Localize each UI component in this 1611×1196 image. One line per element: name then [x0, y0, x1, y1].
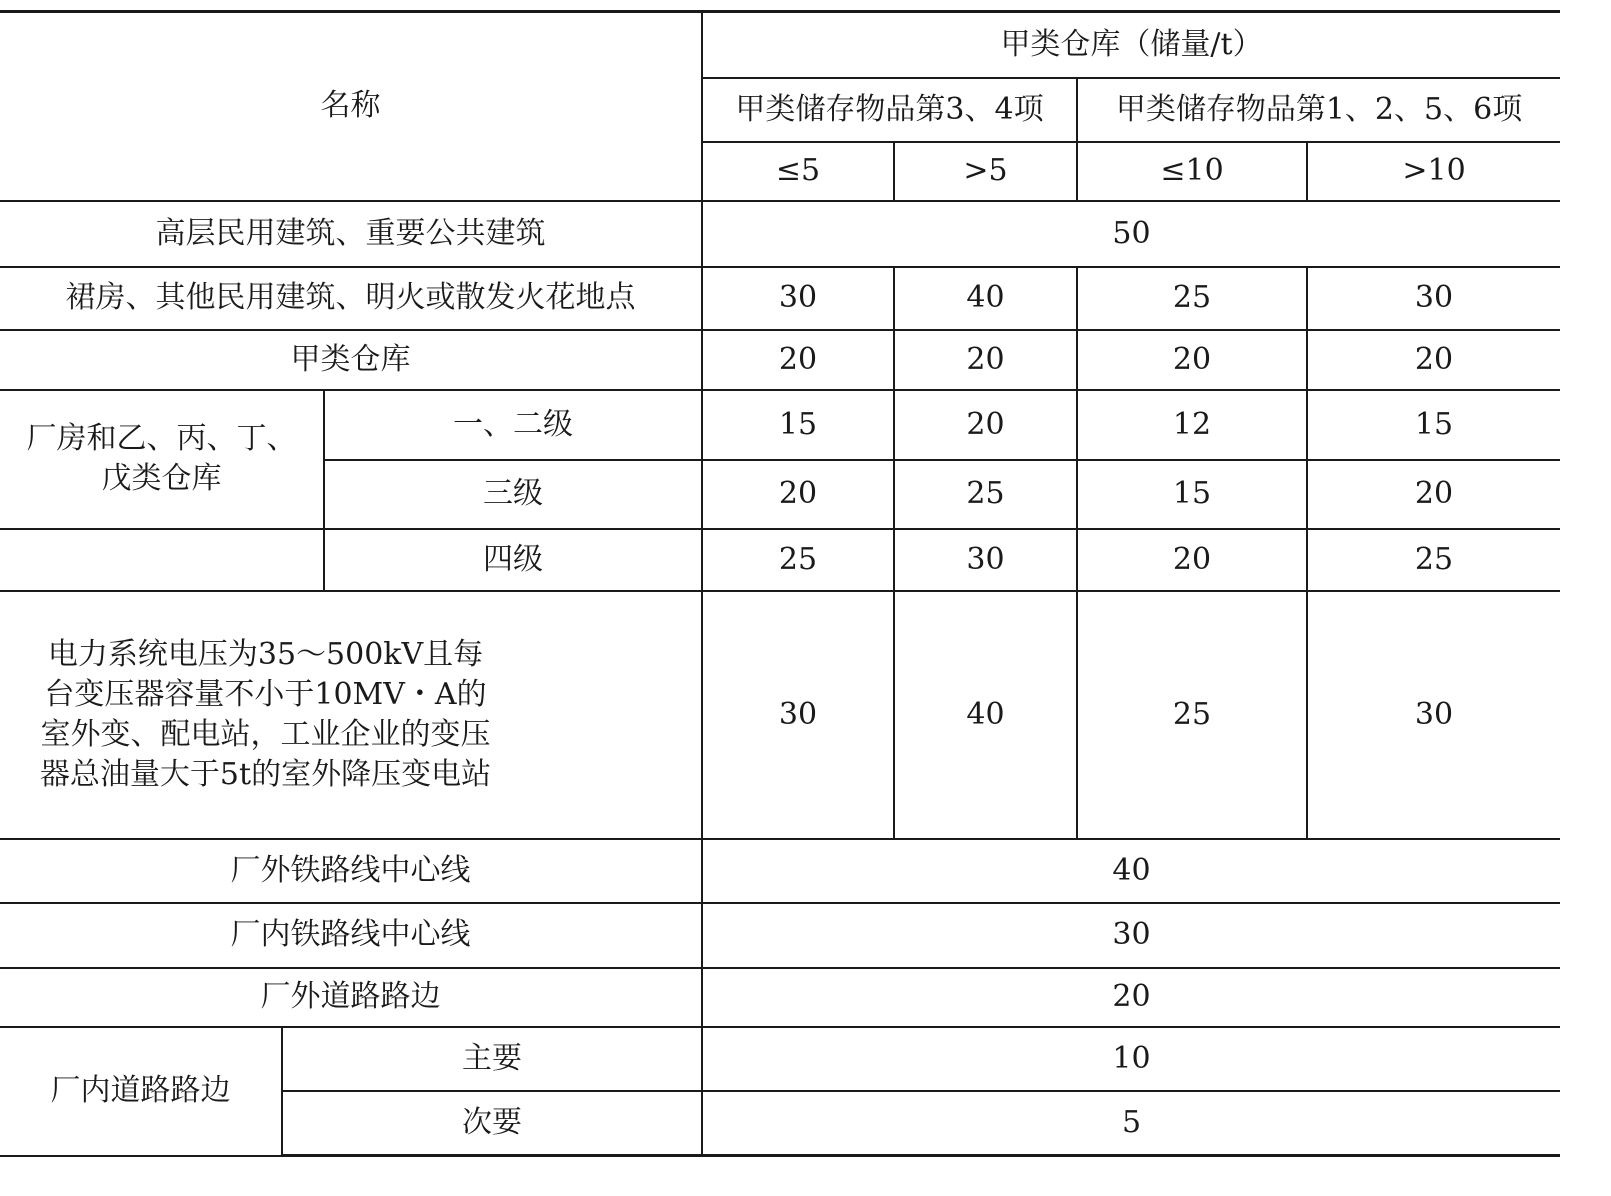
- row-label-rail-out: 厂外铁路线中心线: [0, 839, 702, 903]
- row-label-factory-line1: 厂房和乙、丙、丁、: [26, 421, 297, 456]
- table-row: [0, 201, 1560, 267]
- row-label-factory-line2: 戊类仓库: [101, 461, 222, 496]
- row-label-class-a: 甲类仓库: [0, 330, 702, 390]
- row-value-grade12-3: 12: [1077, 390, 1307, 460]
- header-row-1: [0, 12, 1560, 78]
- row-label-road-in: 厂内道路路边: [0, 1027, 282, 1156]
- row-label-power-line3: 室外变、配电站，工业企业的变压: [40, 716, 491, 752]
- header-c1: ≤5: [702, 142, 894, 201]
- row-value-grade4-3: 20: [1077, 529, 1307, 591]
- row-value-power-3: 25: [1077, 591, 1307, 839]
- header-c2: >5: [894, 142, 1077, 201]
- row-label-road-secondary: 次要: [282, 1091, 702, 1156]
- header-c4: >10: [1307, 142, 1560, 201]
- table-row: [0, 267, 1560, 330]
- row-label-power: [0, 591, 702, 839]
- row-value-rail-in: 30: [702, 903, 1560, 968]
- row-label-power-line1: 电力系统电压为35～500kV且每: [47, 636, 484, 672]
- row-value-podium-3: 25: [1077, 267, 1307, 330]
- table-row: [0, 968, 1560, 1027]
- row-value-grade3-3: 15: [1077, 460, 1307, 529]
- row-value-rail-out: 40: [702, 839, 1560, 903]
- table-row: [0, 529, 1560, 591]
- row-value-podium-1: 30: [702, 267, 894, 330]
- header-group-34: 甲类储存物品第3、4项: [702, 78, 1077, 142]
- row-value-power-4: 30: [1307, 591, 1560, 839]
- row-value-podium-2: 40: [894, 267, 1077, 330]
- header-name: 名称: [0, 12, 702, 201]
- row-value-grade3-2: 25: [894, 460, 1077, 529]
- table-row: [0, 390, 1560, 460]
- table-row: [0, 903, 1560, 968]
- row-value-class-a-1: 20: [702, 330, 894, 390]
- spacing-table: [0, 10, 1560, 1157]
- table-row: [0, 1027, 1560, 1091]
- row-value-grade12-4: 15: [1307, 390, 1560, 460]
- row-value-class-a-3: 20: [1077, 330, 1307, 390]
- row-value-road-main: 10: [702, 1027, 1560, 1091]
- row-value-road-secondary: 5: [702, 1091, 1560, 1156]
- row-value-podium-4: 30: [1307, 267, 1560, 330]
- row-label-factory: [0, 390, 324, 529]
- row-value-class-a-4: 20: [1307, 330, 1560, 390]
- table-row: [0, 839, 1560, 903]
- row-value-highrise: 50: [702, 201, 1560, 267]
- row-label-road-out: 厂外道路路边: [0, 968, 702, 1027]
- row-label-factory-empty: [0, 529, 324, 591]
- row-label-road-main: 主要: [282, 1027, 702, 1091]
- header-c3: ≤10: [1077, 142, 1307, 201]
- row-label-grade3: 三级: [324, 460, 702, 529]
- header-group-1256: 甲类储存物品第1、2、5、6项: [1077, 78, 1560, 142]
- row-label-grade4: 四级: [324, 529, 702, 591]
- row-label-podium: 裙房、其他民用建筑、明火或散发火花地点: [0, 267, 702, 330]
- table-row: [0, 591, 1560, 839]
- row-value-power-1: 30: [702, 591, 894, 839]
- row-value-grade4-2: 30: [894, 529, 1077, 591]
- row-label-grade12: 一、二级: [324, 390, 702, 460]
- row-value-power-2: 40: [894, 591, 1077, 839]
- row-value-grade12-1: 15: [702, 390, 894, 460]
- header-warehouse-group: 甲类仓库（储量/t）: [702, 12, 1560, 78]
- row-label-rail-in: 厂内铁路线中心线: [0, 903, 702, 968]
- row-value-grade3-1: 20: [702, 460, 894, 529]
- row-value-road-out: 20: [702, 968, 1560, 1027]
- row-value-grade3-4: 20: [1307, 460, 1560, 529]
- row-value-grade4-1: 25: [702, 529, 894, 591]
- row-label-power-line4: 器总油量大于5t的室外降压变电站: [39, 756, 492, 792]
- row-label-highrise: 高层民用建筑、重要公共建筑: [0, 201, 702, 267]
- row-value-class-a-2: 20: [894, 330, 1077, 390]
- row-value-grade4-4: 25: [1307, 529, 1560, 591]
- row-value-grade12-2: 20: [894, 390, 1077, 460]
- row-label-power-line2: 台变压器容量不小于10MV・A的: [44, 676, 487, 712]
- table-row: [0, 330, 1560, 390]
